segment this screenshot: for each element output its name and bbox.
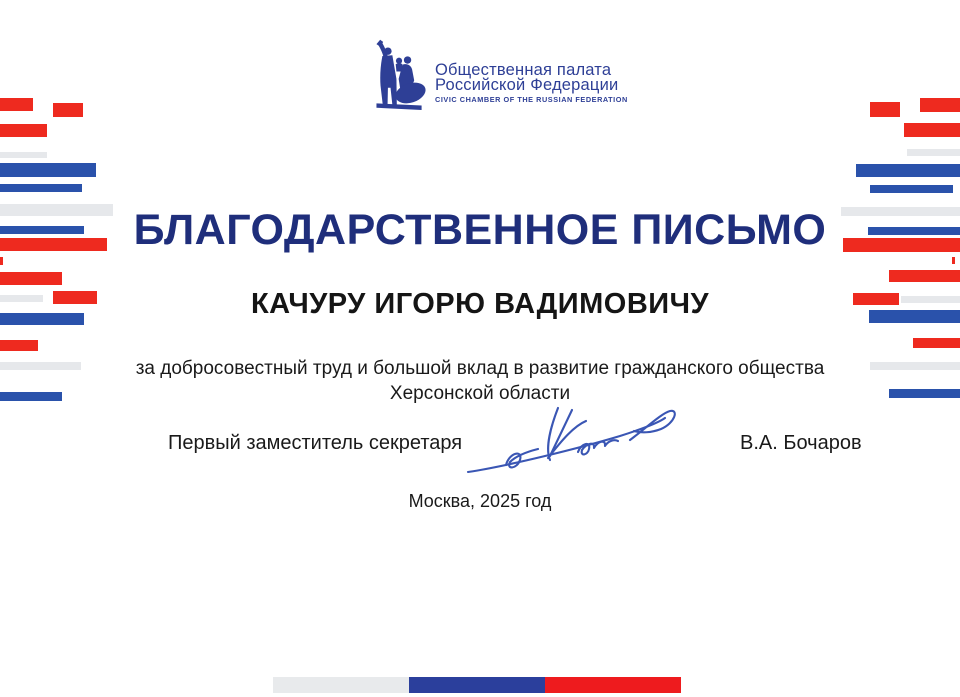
decor-bar-blue bbox=[868, 227, 960, 235]
decor-bar-red bbox=[904, 123, 960, 137]
decor-bar-red bbox=[870, 102, 900, 117]
decor-bar-red bbox=[53, 291, 97, 304]
stripe-segment bbox=[273, 677, 409, 693]
decor-bar-gray bbox=[0, 362, 81, 370]
decor-bar-gray bbox=[901, 296, 960, 303]
decor-bar-red bbox=[0, 340, 38, 351]
signer-name: В.А. Бочаров bbox=[740, 432, 862, 454]
decor-bar-red bbox=[0, 98, 33, 111]
letter-body-line2: Херсонской области bbox=[389, 383, 571, 404]
decor-bar-red bbox=[853, 293, 899, 305]
recipient-name: КАЧУРУ ИГОРЮ ВАДИМОВИЧУ bbox=[250, 288, 710, 320]
decor-bar-red bbox=[0, 238, 107, 251]
decor-bar-red bbox=[0, 272, 62, 285]
decor-bar-blue bbox=[870, 185, 953, 193]
decor-bar-blue bbox=[856, 164, 960, 177]
stripe-segment bbox=[545, 677, 681, 693]
place-date: Москва, 2025 год bbox=[408, 491, 552, 511]
signer-title: Первый заместитель секретаря bbox=[168, 432, 463, 454]
tricolor-stripe bbox=[273, 677, 681, 693]
decor-bar-gray bbox=[870, 362, 960, 370]
minin-pozharsky-monument-icon bbox=[353, 36, 431, 110]
logo-text-block bbox=[435, 36, 628, 104]
decor-bar-blue bbox=[889, 389, 960, 398]
decor-bar-blue bbox=[0, 226, 84, 234]
decor-bar-red bbox=[0, 257, 3, 265]
decor-bar-blue bbox=[869, 310, 960, 323]
decor-bar-red bbox=[53, 103, 83, 117]
decor-bar-blue bbox=[0, 184, 82, 192]
decor-bar-blue bbox=[0, 163, 96, 177]
decor-bar-gray bbox=[0, 204, 113, 216]
decor-bar-gray bbox=[0, 152, 47, 158]
decor-bar-blue bbox=[0, 392, 62, 401]
org-name-line2: Российской Федерации bbox=[435, 75, 619, 94]
civic-chamber-logo bbox=[353, 36, 628, 110]
stripe-segment bbox=[409, 677, 545, 693]
handwritten-signature bbox=[462, 398, 687, 478]
decor-bar-gray bbox=[841, 207, 960, 216]
org-name-english: CIVIC CHAMBER OF THE RUSSIAN FEDERATION bbox=[435, 95, 628, 104]
decor-bar-red bbox=[0, 124, 47, 137]
decor-bar-red bbox=[843, 238, 960, 252]
letter-body-line1: за добросовестный труд и большой вклад в развитие гражданского общества bbox=[135, 358, 825, 379]
decor-bar-red bbox=[889, 270, 960, 282]
decor-bar-blue bbox=[0, 313, 84, 325]
decor-bar-gray bbox=[907, 149, 960, 156]
decor-bar-red bbox=[952, 257, 955, 264]
decor-bar-red bbox=[920, 98, 960, 112]
letter-title: БЛАГОДАРСТВЕННОЕ ПИСЬМО bbox=[133, 206, 827, 254]
decor-bar-gray bbox=[0, 295, 43, 302]
decor-bar-red bbox=[913, 338, 960, 348]
org-name-line1: Общественная палата bbox=[435, 61, 612, 79]
